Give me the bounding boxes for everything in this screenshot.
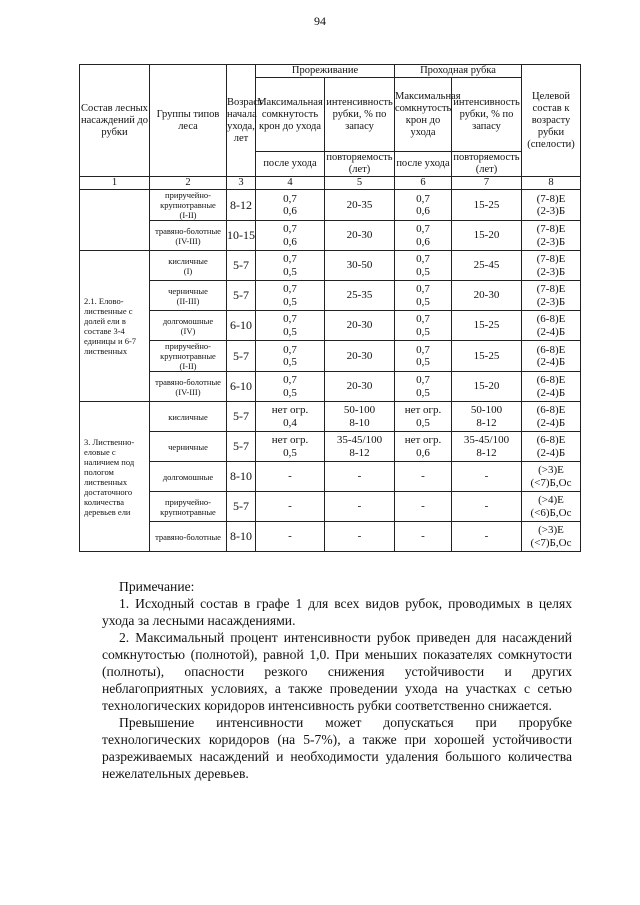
start-age-top: 8-10 xyxy=(230,469,252,483)
thinning-closure-top: нет огр. xyxy=(271,404,309,416)
header-thinning: Прореживание xyxy=(256,65,395,78)
passing-closure xyxy=(395,221,452,251)
start-age-top: 5-7 xyxy=(233,348,249,363)
forest-type xyxy=(150,341,227,372)
start-age-top: 8-10 xyxy=(230,529,252,543)
passing-closure-bottom: 0,6 xyxy=(416,235,430,248)
passing-intensity xyxy=(452,221,522,251)
note-paragraph-1: 1. Исходный состав в графе 1 для всех видов рубок, проводимых в целях ухода за лесными насаждениями. xyxy=(102,596,572,628)
forest-type-top: приручейно-крупнотравные xyxy=(160,496,216,517)
forest-type xyxy=(150,462,227,492)
thinning-intensity xyxy=(325,221,395,251)
thinning-closure-top: - xyxy=(288,530,292,543)
start-age xyxy=(227,190,256,221)
thinning-closure-top: 0,7 xyxy=(283,313,297,325)
passing-intensity-top: 50-100 xyxy=(470,404,503,416)
table-row xyxy=(80,402,581,432)
thinning-closure xyxy=(256,492,325,522)
passing-intensity xyxy=(452,462,522,492)
target-composition xyxy=(522,341,581,372)
thinning-closure xyxy=(256,341,325,372)
thinning-closure-top: 0,7 xyxy=(283,283,297,295)
group-composition-label: 3. Лиственно-еловые с наличием под пологом лиственных достаточного количества деревьев ели xyxy=(80,402,150,552)
thinning-intensity-top: - xyxy=(357,530,362,543)
start-age xyxy=(227,522,256,552)
forest-type-bottom: (IV-III) xyxy=(175,235,201,246)
passing-closure xyxy=(395,522,452,552)
start-age-top: 6-10 xyxy=(230,318,252,332)
header-passing-cut: Проходная рубка xyxy=(395,65,522,78)
table-row xyxy=(80,492,581,522)
passing-closure-top: 0,7 xyxy=(416,283,430,295)
target-composition xyxy=(522,432,581,462)
forest-type-top: кисличные xyxy=(168,255,208,266)
header-forest-groups: Группы типов леса xyxy=(150,65,227,177)
thinning-closure xyxy=(256,221,325,251)
passing-intensity-top: 25-45 xyxy=(473,259,500,272)
passing-closure xyxy=(395,402,452,432)
start-age xyxy=(227,221,256,251)
target-composition-top: (6-8)Е xyxy=(536,313,566,325)
thinning-intensity xyxy=(325,190,395,221)
forest-type xyxy=(150,311,227,341)
column-number: 4 xyxy=(256,177,325,190)
page-number: 94 xyxy=(314,14,326,28)
start-age xyxy=(227,251,256,281)
thinning-closure-top: 0,7 xyxy=(283,343,297,356)
thinning-closure-top: 0,7 xyxy=(283,223,297,235)
forest-type-bottom: (I-II) xyxy=(179,361,197,371)
thinning-closure xyxy=(256,432,325,462)
passing-intensity-top: 15-20 xyxy=(473,229,500,242)
forest-type-bottom: (I) xyxy=(183,265,193,276)
target-composition-top: (7-8)Е xyxy=(536,283,566,295)
thinning-intensity xyxy=(325,251,395,281)
start-age xyxy=(227,311,256,341)
forest-type-top: черничные xyxy=(168,441,208,452)
note-paragraph-2: 2. Максимальный процент интенсивности рубок приведен для насаждений сомкнутостью (полнотой), равной 1,0. При меньших показателях сомкнутости (полноты), опасности резкого снижения устойчивости и других неблагоприятных условиях, а также проведении ухода на участках с сетью технологических коридоров интенсивность рубки соответственно снижается. xyxy=(102,630,572,713)
thinning-closure-top: 0,7 xyxy=(283,253,297,265)
target-composition xyxy=(522,221,581,251)
forest-type-top: травяно-болотные xyxy=(155,225,221,236)
table-row xyxy=(80,432,581,462)
passing-closure-top: 0,7 xyxy=(416,192,430,205)
passing-closure xyxy=(395,251,452,281)
target-composition xyxy=(522,462,581,492)
header-after-care-passing: после ухода xyxy=(395,152,452,177)
target-composition-bottom: (2-4)Б xyxy=(536,356,566,368)
passing-closure xyxy=(395,462,452,492)
passing-intensity xyxy=(452,372,522,402)
target-composition-bottom: (2-3)Б xyxy=(536,235,566,248)
forest-type-top: долгомошные xyxy=(162,471,214,482)
thinning-intensity xyxy=(325,522,395,552)
thinning-closure-bottom: 0,6 xyxy=(283,235,297,248)
target-composition-top: (6-8)Е xyxy=(536,343,566,356)
passing-intensity-top: 15-25 xyxy=(473,198,500,211)
passing-intensity-top: 15-20 xyxy=(473,380,500,393)
target-composition-top: (6-8)Е xyxy=(536,434,566,446)
note-paragraph-3: Превышение интенсивности может допускаться при прорубке технологических коридоров (на 5-7%), а также при хорошей устойчивости разреживаемых насаждений и необходимости удаления большого количества нежелательных деревьев. xyxy=(102,715,572,781)
passing-closure-top: 0,7 xyxy=(416,253,430,265)
target-composition xyxy=(522,311,581,341)
start-age xyxy=(227,432,256,462)
thinning-closure xyxy=(256,522,325,552)
target-composition-bottom: (<7)Б,Ос xyxy=(530,476,572,489)
target-composition xyxy=(522,251,581,281)
passing-closure-bottom: 0,5 xyxy=(416,356,430,368)
passing-intensity-top: - xyxy=(484,530,489,543)
target-composition-top: (>3)Е xyxy=(538,524,564,536)
passing-intensity xyxy=(452,281,522,311)
forest-type-top: травяно-болотные xyxy=(155,376,221,387)
thinning-intensity-top: 50-100 xyxy=(343,404,376,416)
notes-section xyxy=(102,578,572,782)
forest-type xyxy=(150,522,227,552)
target-composition-top: (>4)Е xyxy=(538,494,564,506)
target-composition-bottom: (2-3)Б xyxy=(536,295,566,308)
thinning-intensity xyxy=(325,462,395,492)
forest-type xyxy=(150,492,227,522)
thinning-closure-bottom: 0,6 xyxy=(283,205,297,217)
thinning-intensity xyxy=(325,341,395,372)
thinning-closure-top: - xyxy=(288,470,292,483)
table-row xyxy=(80,522,581,552)
thinning-intensity xyxy=(325,492,395,522)
thinning-intensity xyxy=(325,432,395,462)
thinning-closure-bottom: 0,5 xyxy=(283,325,297,338)
target-composition xyxy=(522,372,581,402)
start-age-top: 10-15 xyxy=(227,228,255,242)
forest-type-top: приручейно-крупнотравные xyxy=(160,341,216,361)
thinning-intensity-top: 20-30 xyxy=(346,349,373,362)
passing-intensity-top: 15-25 xyxy=(473,319,500,332)
target-composition-top: (7-8)Е xyxy=(536,192,566,205)
passing-intensity-top: 20-30 xyxy=(473,289,500,302)
passing-intensity-top: 35-45/100 xyxy=(463,434,510,446)
passing-closure-bottom: 0,5 xyxy=(416,416,430,429)
thinning-closure xyxy=(256,372,325,402)
passing-closure-top: 0,7 xyxy=(416,374,430,386)
table-row xyxy=(80,341,581,372)
passing-intensity xyxy=(452,311,522,341)
header-recurrence-passing: повторяемость (лет) xyxy=(453,152,520,175)
target-composition-bottom: (2-4)Б xyxy=(536,325,566,338)
thinning-closure xyxy=(256,402,325,432)
passing-closure-top: 0,7 xyxy=(416,313,430,325)
target-composition-top: (7-8)Е xyxy=(536,223,566,235)
passing-closure xyxy=(395,492,452,522)
target-composition xyxy=(522,402,581,432)
passing-intensity-top: 15-25 xyxy=(473,349,500,362)
forest-type-top: черничные xyxy=(168,285,208,296)
thinning-closure-bottom: 0,5 xyxy=(283,295,297,308)
table-row xyxy=(80,372,581,402)
forest-type-top: травяно-болотные xyxy=(155,531,221,542)
passing-closure-bottom: 0,5 xyxy=(416,295,430,308)
table-row xyxy=(80,251,581,281)
thinning-intensity xyxy=(325,372,395,402)
thinning-closure-bottom: 0,4 xyxy=(283,416,297,429)
target-composition-bottom: (<6)Б,Ос xyxy=(530,506,572,519)
thinning-closure-bottom: 0,5 xyxy=(283,356,297,368)
thinning-intensity-top: 20-30 xyxy=(346,380,373,393)
column-number: 7 xyxy=(452,177,522,190)
start-age-top: 5-7 xyxy=(233,439,249,453)
thinning-intensity-top: 25-35 xyxy=(346,289,373,302)
start-age-top: 8-12 xyxy=(230,197,252,212)
target-composition-bottom: (2-4)Б xyxy=(536,386,566,399)
start-age xyxy=(227,462,256,492)
thinning-closure xyxy=(256,311,325,341)
forest-type-top: долгомошные xyxy=(162,315,214,326)
forest-type-top: кисличные xyxy=(168,411,208,422)
target-composition-bottom: (2-3)Б xyxy=(536,265,566,278)
notes-caption: Примечание: xyxy=(119,579,195,594)
thinning-closure-bottom: 0,5 xyxy=(283,386,297,399)
forest-type-bottom: (I-II) xyxy=(179,210,197,220)
passing-closure-bottom: 0,5 xyxy=(416,265,430,278)
thinning-closure xyxy=(256,251,325,281)
thinning-intensity-top: 30-50 xyxy=(346,259,373,272)
target-composition-bottom: (2-4)Б xyxy=(536,446,566,459)
passing-closure-top: нет огр. xyxy=(404,434,442,446)
thinning-closure xyxy=(256,190,325,221)
passing-intensity-top: - xyxy=(484,470,489,483)
forest-type-bottom: (II-III) xyxy=(176,295,200,306)
passing-closure-top: 0,7 xyxy=(416,343,430,356)
forest-type xyxy=(150,281,227,311)
target-composition-top: (>3)Е xyxy=(538,464,564,476)
column-number: 3 xyxy=(227,177,256,190)
target-composition-bottom: (2-4)Б xyxy=(536,416,566,429)
target-composition xyxy=(522,522,581,552)
table-row xyxy=(80,190,581,221)
start-age xyxy=(227,341,256,372)
forest-type-bottom: (IV-III) xyxy=(175,386,201,397)
passing-closure-bottom: 0,6 xyxy=(416,205,430,217)
thinning-intensity-top: - xyxy=(357,470,362,483)
passing-intensity-bottom: 8-12 xyxy=(476,416,497,429)
thinning-closure xyxy=(256,462,325,492)
start-age xyxy=(227,281,256,311)
header-intensity-passing: интенсивность рубки, % по запасу xyxy=(452,78,522,152)
column-number: 6 xyxy=(395,177,452,190)
passing-closure xyxy=(395,281,452,311)
thinning-closure-top: 0,7 xyxy=(283,374,297,386)
thinning-closure-top: нет огр. xyxy=(271,434,309,446)
passing-closure-top: - xyxy=(421,470,425,483)
thinning-closure-bottom: 0,5 xyxy=(283,446,297,459)
table-row xyxy=(80,462,581,492)
passing-closure-bottom: 0,5 xyxy=(416,386,430,399)
group-composition-label xyxy=(80,190,150,251)
passing-closure-top: нет огр. xyxy=(404,404,442,416)
start-age-top: 5-7 xyxy=(233,409,249,423)
passing-intensity xyxy=(452,190,522,221)
target-composition xyxy=(522,281,581,311)
thinning-intensity-top: - xyxy=(357,500,362,513)
passing-closure-top: - xyxy=(421,500,425,513)
target-composition-top: (6-8)Е xyxy=(536,404,566,416)
forest-type xyxy=(150,251,227,281)
thinning-intensity-top: 20-30 xyxy=(346,319,373,332)
header-intensity-thinning: интенсивность рубки, % по запасу xyxy=(325,78,395,152)
target-composition-bottom: (<7)Б,Ос xyxy=(530,536,572,549)
start-age-top: 6-10 xyxy=(230,379,252,393)
passing-intensity xyxy=(452,341,522,372)
header-max-closure-passing: Максимальная сомкнутость крон до ухода xyxy=(395,78,452,152)
passing-closure-top: - xyxy=(421,530,425,543)
table-row xyxy=(80,311,581,341)
passing-intensity-top: - xyxy=(484,500,489,513)
thinning-intensity-top: 35-45/100 xyxy=(336,434,383,446)
header-after-care-thinning: после ухода xyxy=(256,152,325,177)
column-number: 1 xyxy=(80,177,150,190)
thinning-intensity xyxy=(325,311,395,341)
column-number: 8 xyxy=(522,177,581,190)
passing-intensity-bottom: 8-12 xyxy=(476,446,497,459)
forest-type xyxy=(150,221,227,251)
passing-closure-bottom: 0,6 xyxy=(416,446,430,459)
thinning-closure xyxy=(256,281,325,311)
header-max-closure-thinning: Максимальная сомкнутость крон до ухода xyxy=(256,78,325,152)
target-composition-bottom: (2-3)Б xyxy=(536,205,566,217)
forest-type-bottom: (IV) xyxy=(180,325,196,336)
passing-closure xyxy=(395,311,452,341)
target-composition-top: (7-8)Е xyxy=(536,253,566,265)
thinning-intensity-top: 20-35 xyxy=(346,198,373,211)
passing-closure-bottom: 0,5 xyxy=(416,325,430,338)
passing-closure xyxy=(395,432,452,462)
thinning-intensity xyxy=(325,281,395,311)
target-composition xyxy=(522,492,581,522)
column-number: 2 xyxy=(150,177,227,190)
table-row xyxy=(80,281,581,311)
forest-type xyxy=(150,190,227,221)
thinning-closure-bottom: 0,5 xyxy=(283,265,297,278)
thinning-closure-top: - xyxy=(288,500,292,513)
start-age xyxy=(227,402,256,432)
thinning-table xyxy=(79,64,581,552)
thinning-intensity xyxy=(325,402,395,432)
start-age-top: 5-7 xyxy=(233,258,249,272)
forest-type xyxy=(150,372,227,402)
start-age xyxy=(227,372,256,402)
group-composition-label: 2.1. Елово-лиственные с долей ели в составе 3-4 единицы и 6-7 лиственных xyxy=(80,251,150,402)
passing-closure-top: 0,7 xyxy=(416,223,430,235)
thinning-intensity-bottom: 8-10 xyxy=(349,416,370,429)
header-start-age: Возраст начала ухода, лет xyxy=(227,65,256,177)
passing-intensity xyxy=(452,522,522,552)
target-composition xyxy=(522,190,581,221)
passing-closure xyxy=(395,372,452,402)
target-composition-top: (6-8)Е xyxy=(536,374,566,386)
passing-closure xyxy=(395,190,452,221)
passing-intensity xyxy=(452,432,522,462)
forest-type xyxy=(150,432,227,462)
forest-type xyxy=(150,402,227,432)
start-age xyxy=(227,492,256,522)
passing-intensity xyxy=(452,492,522,522)
header-recurrence-thinning: повторяемость (лет) xyxy=(326,152,393,175)
thinning-intensity-top: 20-30 xyxy=(346,229,373,242)
column-number: 5 xyxy=(325,177,395,190)
thinning-closure-top: 0,7 xyxy=(283,192,297,205)
forest-type-top: приручейно-крупнотравные xyxy=(160,190,216,210)
start-age-top: 5-7 xyxy=(233,499,249,513)
start-age-top: 5-7 xyxy=(233,288,249,302)
passing-intensity xyxy=(452,251,522,281)
passing-closure xyxy=(395,341,452,372)
header-target-composition: Целевой состав к возрасту рубки (спелости) xyxy=(522,65,581,177)
header-composition: Состав лесных насаждений до рубки xyxy=(80,65,150,177)
thinning-intensity-bottom: 8-12 xyxy=(349,446,370,459)
passing-intensity xyxy=(452,402,522,432)
table-row xyxy=(80,221,581,251)
